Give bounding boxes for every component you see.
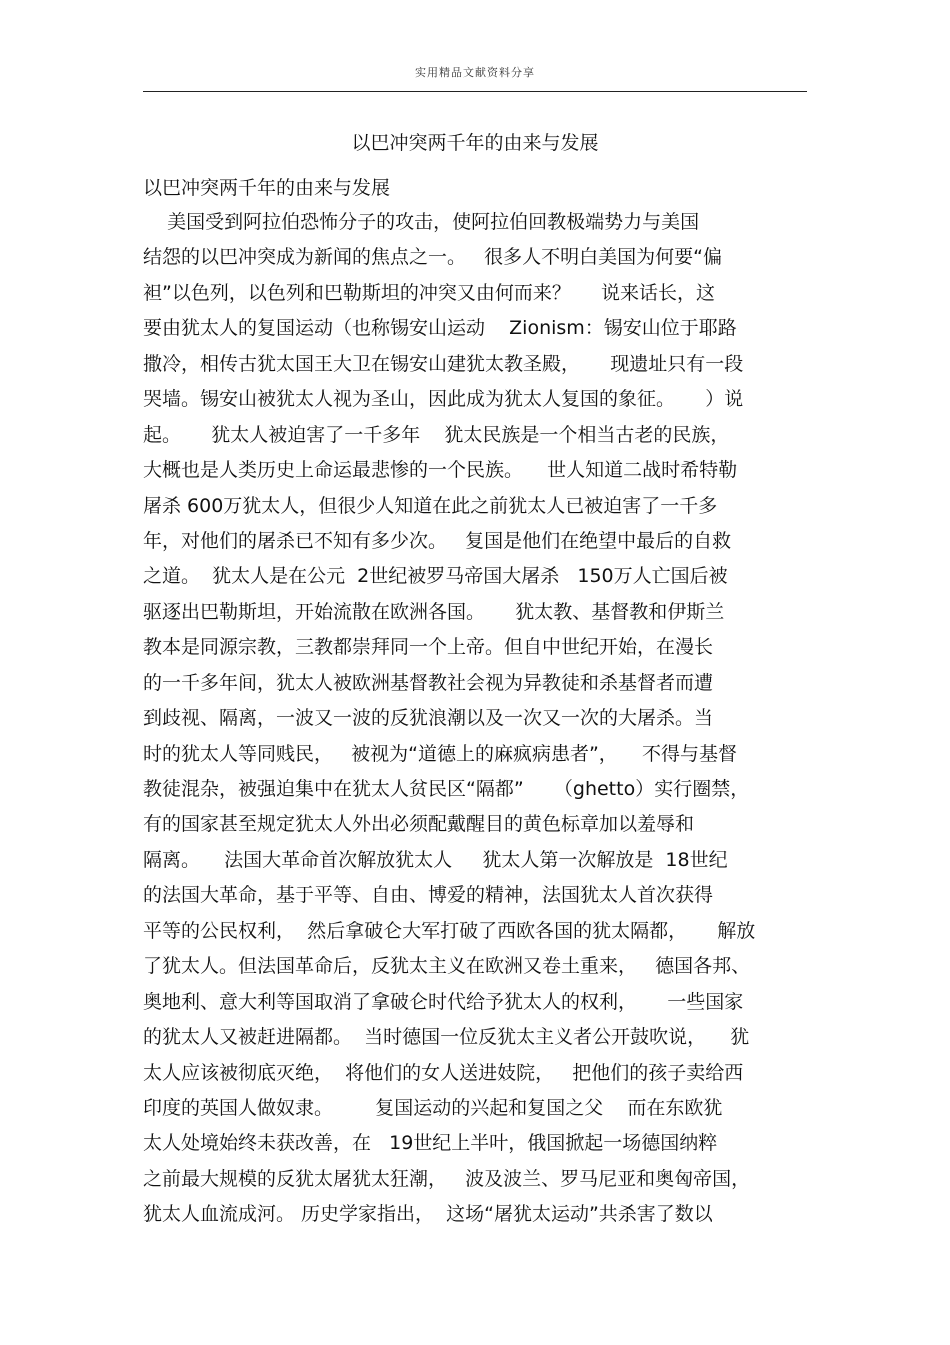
body-line: 教徒混杂，被强迫集中在犹太人贫民区“隔都” （ghetto）实行圈禁，: [143, 778, 750, 800]
body-line: 的犹太人又被赶进隔都。 当时德国一位反犹太主义者公开鼓吹说， 犹: [143, 1026, 750, 1049]
body-line: 犹太人血流成河。 历史学家指出， 这场“屠犹太运动”共杀害了数以: [143, 1203, 713, 1226]
body-line: 太人处境始终未获改善，在 19世纪上半叶，俄国掀起一场德国纳粹: [143, 1132, 718, 1155]
body-line: 屠杀 600万犹太人，但很少人知道在此之前犹太人已被迫害了一千多: [143, 494, 718, 517]
document-body: [143, 208, 813, 1236]
document-title: 以巴冲突两千年的由来与发展: [351, 132, 599, 154]
body-line: 的法国大革命，基于平等、自由、博爱的精神，法国犹太人首次获得: [143, 884, 714, 907]
body-line: 有的国家甚至规定犹太人外出必须配戴醒目的黄色标章加以羞辱和: [143, 813, 695, 836]
body-line: 印度的英国人做奴隶。 复国运动的兴起和复国之父 而在东欧犹: [143, 1096, 723, 1119]
body-line: 美国受到阿拉伯恐怖分子的攻击，使阿拉伯回教极端势力与美国: [143, 211, 700, 233]
body-line: 袒”以色列，以色列和巴勒斯坦的冲突又由何而来？ 说来话长，这: [143, 281, 716, 304]
body-line: 奥地利、意大利等国取消了拿破仑时代给予犹太人的权利， 一些国家: [143, 990, 744, 1013]
body-line: 太人应该被彻底灭绝， 将他们的女人送进妓院， 把他们的孩子卖给西: [143, 1061, 744, 1084]
body-line: 的一千多年间，犹太人被欧洲基督教社会视为异教徒和杀基督者而遭: [143, 671, 714, 694]
body-line: 大概也是人类历史上命运最悲惨的一个民族。 世人知道二战时希特勒: [143, 459, 738, 482]
body-line: 教本是同源宗教，三教都崇拜同一个上帝。但自中世纪开始，在漫长: [143, 636, 714, 659]
body-line: 平等的公民权利， 然后拿破仑大军打破了西欧各国的犹太隔都， 解放: [143, 919, 756, 942]
body-line: 哭墙。锡安山被犹太人视为圣山，因此成为犹太人复国的象征。 ）说: [143, 388, 744, 411]
body-line: 结怨的以巴冲突成为新闻的焦点之一。 很多人不明白美国为何要“偏: [143, 246, 722, 269]
body-line: 起。 犹太人被迫害了一千多年 犹太民族是一个相当古老的民族，: [143, 423, 730, 446]
body-line: 撒冷，相传古犹太国王大卫在锡安山建犹太教圣殿， 现遗址只有一段: [143, 352, 744, 375]
body-line: 隔离。 法国大革命首次解放犹太人 犹太人第一次解放是 18世纪: [143, 848, 728, 871]
body-line: 年，对他们的屠杀已不知有多少次。 复国是他们在绝望中最后的自救: [143, 529, 732, 552]
body-line: 之前最大规模的反犹太屠犹太狂潮， 波及波兰、罗马尼亚和奥匈帝国，: [143, 1167, 751, 1190]
page-header: 实用精品文献资料分享: [415, 66, 535, 79]
body-line: 到歧视、隔离，一波又一波的反犹浪潮以及一次又一次的大屠杀。当: [143, 707, 714, 730]
body-line: 之道。 犹太人是在公元 2世纪被罗马帝国大屠杀 150万人亡国后被: [143, 565, 728, 588]
body-line: 时的犹太人等同贱民， 被视为“道德上的麻疯病患者”， 不得与基督: [143, 742, 737, 765]
body-line: 了犹太人。但法国革命后，反犹太主义在欧洲又卷土重来， 德国各邦、: [143, 955, 751, 978]
document-subtitle: 以巴冲突两千年的由来与发展: [143, 177, 391, 199]
header-divider: [143, 91, 807, 92]
body-line: 驱逐出巴勒斯坦，开始流散在欧洲各国。 犹太教、基督教和伊斯兰: [143, 600, 725, 623]
body-line: 要由犹太人的复国运动（也称锡安山运动 Zionism：锡安山位于耶路: [143, 317, 737, 340]
